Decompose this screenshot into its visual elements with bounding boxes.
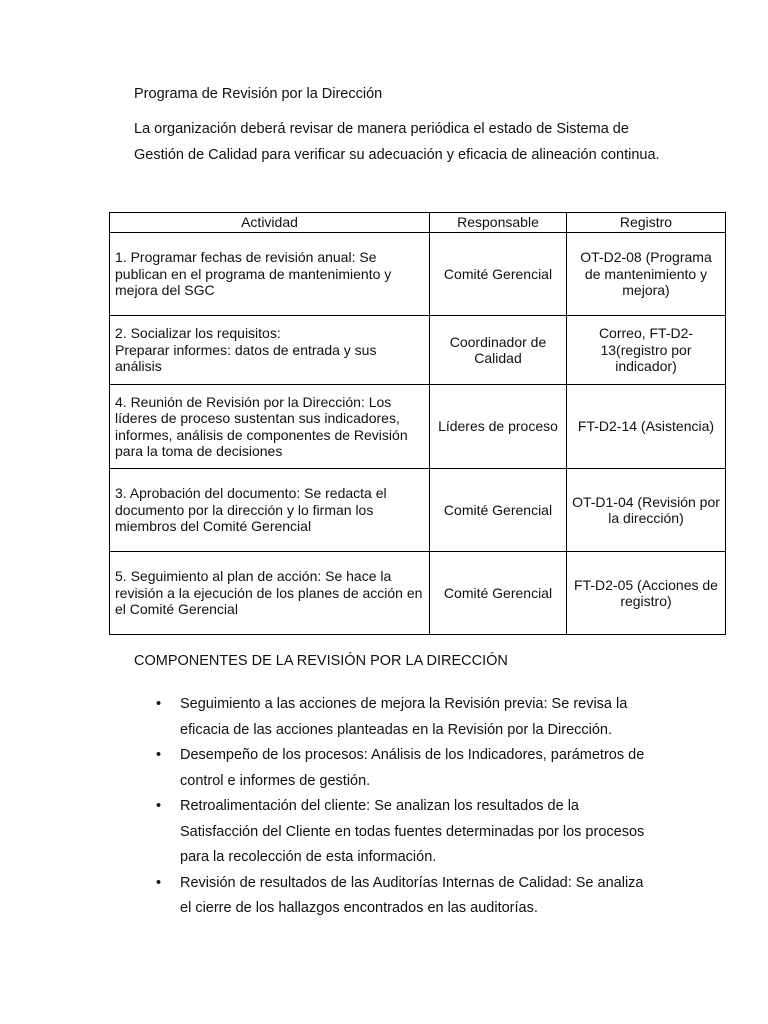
intro-paragraph: La organización deberá revisar de manera periódica el estado de Sistema de Gestión de Calidad para verificar su adecuación y eficacia de alineación continua. <box>134 121 660 163</box>
components-heading: COMPONENTES DE LA REVISIÓN POR LA DIRECCIÓN <box>134 653 508 669</box>
table-header-row <box>110 213 726 233</box>
cell-actividad: 3. Aprobación del documento: Se redacta el documento por la dirección y lo firman los miembros del Comité Gerencial <box>110 469 430 552</box>
list-item <box>156 692 656 743</box>
bullet-icon: • <box>156 747 162 763</box>
cell-actividad: 5. Seguimiento al plan de acción: Se hace la revisión a la ejecución de los planes de acción en el Comité Gerencial <box>110 552 430 635</box>
list-item <box>156 871 656 922</box>
header-registro: Registro <box>567 213 726 233</box>
cell-registro: FT-D2-05 (Acciones de registro) <box>567 552 726 635</box>
review-program-table <box>109 212 726 635</box>
cell-registro: OT-D2-08 (Programa de mantenimiento y mejora) <box>567 233 726 316</box>
cell-responsable: Comité Gerencial <box>430 469 567 552</box>
bullet-icon: • <box>156 798 162 814</box>
table-row <box>110 552 726 635</box>
bullet-icon: • <box>156 874 162 891</box>
page-title: Programa de Revisión por la Dirección <box>134 86 383 102</box>
components-list <box>156 692 656 922</box>
cell-registro: FT-D2-14 (Asistencia) <box>567 385 726 469</box>
table-row <box>110 469 726 552</box>
list-item-text: Desempeño de los procesos: Análisis de los Indicadores, parámetros de control e informes de gestión. <box>180 747 645 789</box>
table-row <box>110 316 726 385</box>
cell-responsable: Comité Gerencial <box>430 552 567 635</box>
list-item <box>156 743 656 794</box>
cell-actividad: 1. Programar fechas de revisión anual: Se publican en el programa de mantenimiento y mejora del SGC <box>110 233 430 316</box>
cell-registro: OT-D1-04 (Revisión por la dirección) <box>567 469 726 552</box>
cell-actividad: 4. Reunión de Revisión por la Dirección: Los líderes de proceso sustentan sus indicadores, informes, análisis de componentes de Revisión para la toma de decisiones <box>110 385 430 469</box>
bullet-icon: • <box>156 696 162 712</box>
table-row <box>110 385 726 469</box>
list-item-text: Revisión de resultados de las Auditorías Internas de Calidad: Se analiza el cierre de los hallazgos encontrados en las auditorías. <box>180 874 644 916</box>
cell-registro: Correo, FT-D2-13(registro por indicador) <box>567 316 726 385</box>
header-responsable: Responsable <box>430 213 567 233</box>
header-actividad: Actividad <box>110 213 430 233</box>
list-item-text: Retroalimentación del cliente: Se analizan los resultados de la Satisfacción del Cliente en todas fuentes determinadas por los procesos para la recolección de esta información. <box>180 798 645 865</box>
cell-responsable: Comité Gerencial <box>430 233 567 316</box>
cell-responsable: Líderes de proceso <box>430 385 567 469</box>
list-item-text: Seguimiento a las acciones de mejora la Revisión previa: Se revisa la eficacia de las acciones planteadas en la Revisión por la Dirección. <box>180 696 628 738</box>
table-row <box>110 233 726 316</box>
cell-actividad: 2. Socializar los requisitos: Preparar informes: datos de entrada y sus análisis <box>110 316 430 385</box>
list-item <box>156 794 656 871</box>
cell-responsable: Coordinador de Calidad <box>430 316 567 385</box>
